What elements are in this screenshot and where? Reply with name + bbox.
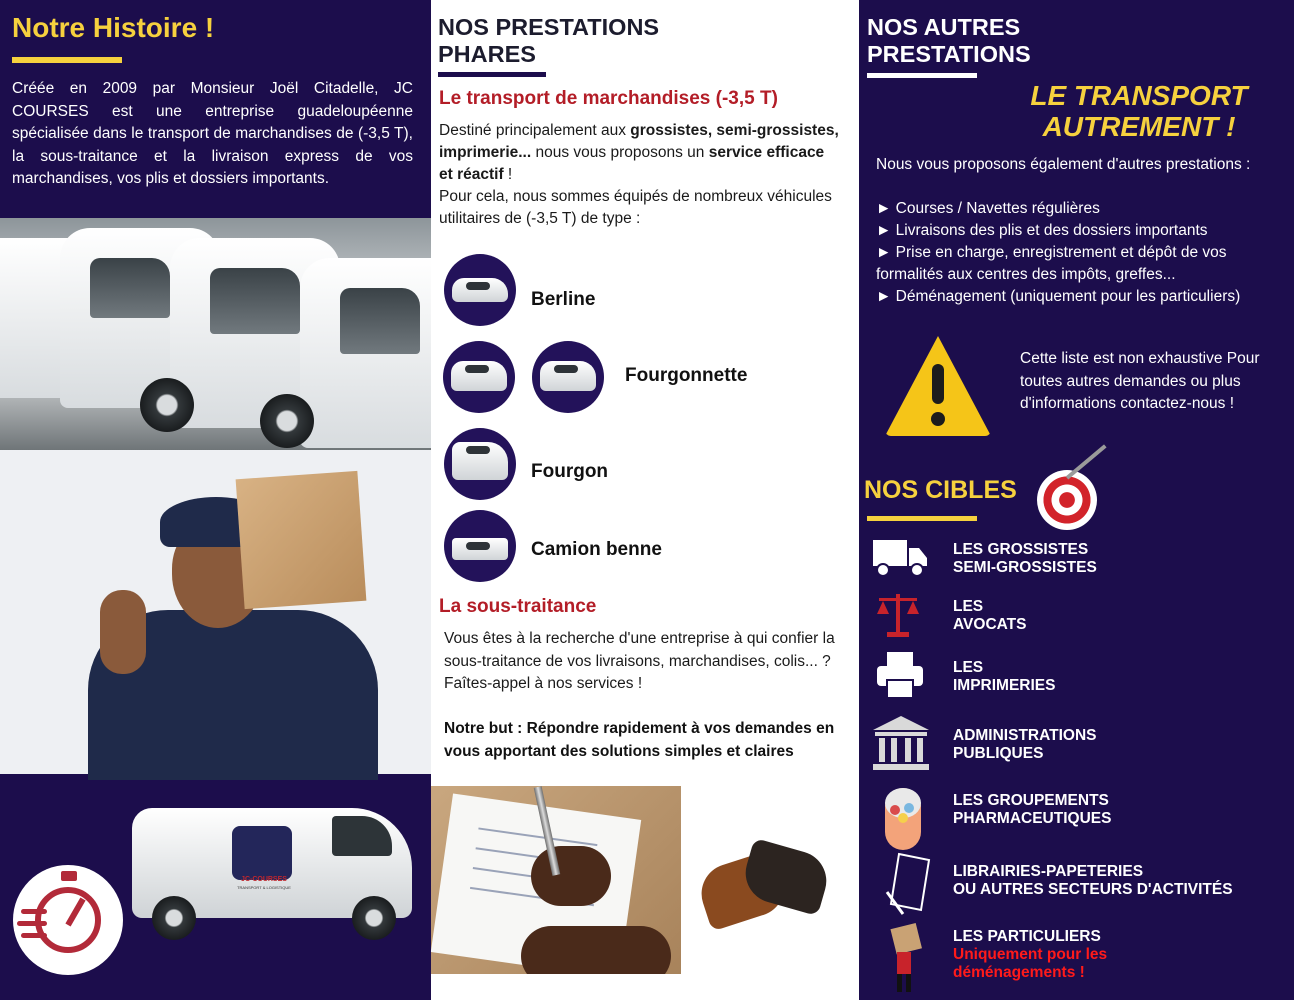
main-services-underline [438,72,546,77]
list-item: ► Prise en charge, enregistrement et dépôt de vos formalités aux centres des impôts, greffes... [876,244,1227,283]
other-services-underline [867,73,977,78]
right-column [859,0,1294,1000]
target-public-administrations: ADMINISTRATIONS PUBLIQUES [953,727,1097,762]
target-printers: LES IMPRIMERIES [953,659,1056,694]
transport-text: Destiné principalement aux grossistes, semi-grossistes, imprimerie... nous vous proposons un service efficace et réactif ! Pour cela, nous sommes équipés de nombreux véhicules utilitaires de (-3,5 T) de type : [439,122,839,227]
warning-icon [885,336,991,440]
branded-van-image [132,808,422,938]
history-underline [12,57,122,63]
signing-contract-photo [431,786,681,974]
vans-photo [0,218,431,450]
vehicle-label-camion-benne: Camion benne [531,539,662,560]
goal-text: Notre but : Répondre rapidement à vos demandes en vous apportant des solutions simples et claires [444,720,835,760]
target-lawyers: LES AVOCATS [953,598,1027,633]
logo-name: JC-COURSES [241,876,287,883]
list-item: ► Livraisons des plis et des dossiers importants [876,222,1208,239]
cardboard-box [236,471,367,609]
middle-column [431,0,859,1000]
target-pharmaceutical-groups: LES GROUPEMENTS PHARMACEUTIQUES [953,792,1112,827]
transport-heading: Le transport de marchandises (-3,5 T) [439,88,778,109]
history-title: Notre Histoire ! [12,12,215,43]
subcontract-text: Vous êtes à la recherche d'une entreprise à qui confier la sous-traitance de vos livraisons, marchandises, colis... ? Faîtes-appel à nos services ! [444,630,835,692]
arrow-icon [1066,444,1107,479]
government-building-icon [871,714,931,772]
other-services-list [876,198,1276,308]
target-bookstores: LIBRAIRIES-PAPETERIES OU AUTRES SECTEURS D'ACTIVITÉS [953,863,1233,898]
other-services-intro: Nous vous proposons également d'autres prestations : [876,156,1251,173]
list-item: ► Courses / Navettes régulières [876,200,1100,217]
vehicle-label-fourgonnette: Fourgonnette [625,365,748,386]
van-window [90,258,170,318]
van-window [340,288,420,354]
vehicle-label-fourgon: Fourgon [531,461,609,482]
fourgon-icon [444,428,516,500]
history-text: Créée en 2009 par Monsieur Joël Citadelle, JC COURSES est une entreprise guadeloupéenne spécialisée dans le transport de marchandises de (-3,5 T), la sous-traitance et la livraison express de vos marchandises, vos plis et dossiers importants. [12,80,413,187]
subcontract-heading: La sous-traitance [439,596,597,617]
vehicle-label-berline: Berline [531,289,596,310]
target-individuals: LES PARTICULIERS Uniquement pour les déménagements ! [953,928,1153,982]
person-carrying-box-icon [885,922,925,994]
company-logo [232,826,292,880]
truck-icon [873,538,927,578]
slogan: LE TRANSPORT AUTREMENT ! [1030,80,1248,142]
list-item: ► Déménagement (uniquement pour les particuliers) [876,288,1241,305]
pill-capsule-icon [883,786,923,852]
writing-paper-icon [885,852,933,918]
targets-title: NOS CIBLES [864,476,1017,504]
stopwatch-icon [13,865,123,975]
van-window [210,268,300,334]
thumbs-up [100,590,146,674]
fourgonnette-icon [443,341,515,413]
handshake-icon [701,842,827,938]
berline-icon [444,254,516,326]
fourgonnette-icon [532,341,604,413]
main-services-title: NOS PRESTATIONS PHARES [438,14,660,67]
van-wheel [260,394,314,448]
logo-tagline: TRANSPORT & LOGISTIQUE [237,885,291,890]
van-wheel [140,378,194,432]
target-wholesalers: LES GROSSISTES SEMI-GROSSISTES [953,541,1097,576]
other-services-title: NOS AUTRES PRESTATIONS [867,14,1031,67]
individuals-note: Uniquement pour les déménagements ! [953,946,1108,981]
dump-truck-icon [444,510,516,582]
scales-of-justice-icon [875,590,921,640]
non-exhaustive-note: Cette liste est non exhaustive Pour toutes autres demandes ou plus d'informations contactez-nous ! [1020,350,1260,412]
printer-icon [875,650,925,700]
left-column [0,0,431,1000]
targets-underline [867,516,977,521]
